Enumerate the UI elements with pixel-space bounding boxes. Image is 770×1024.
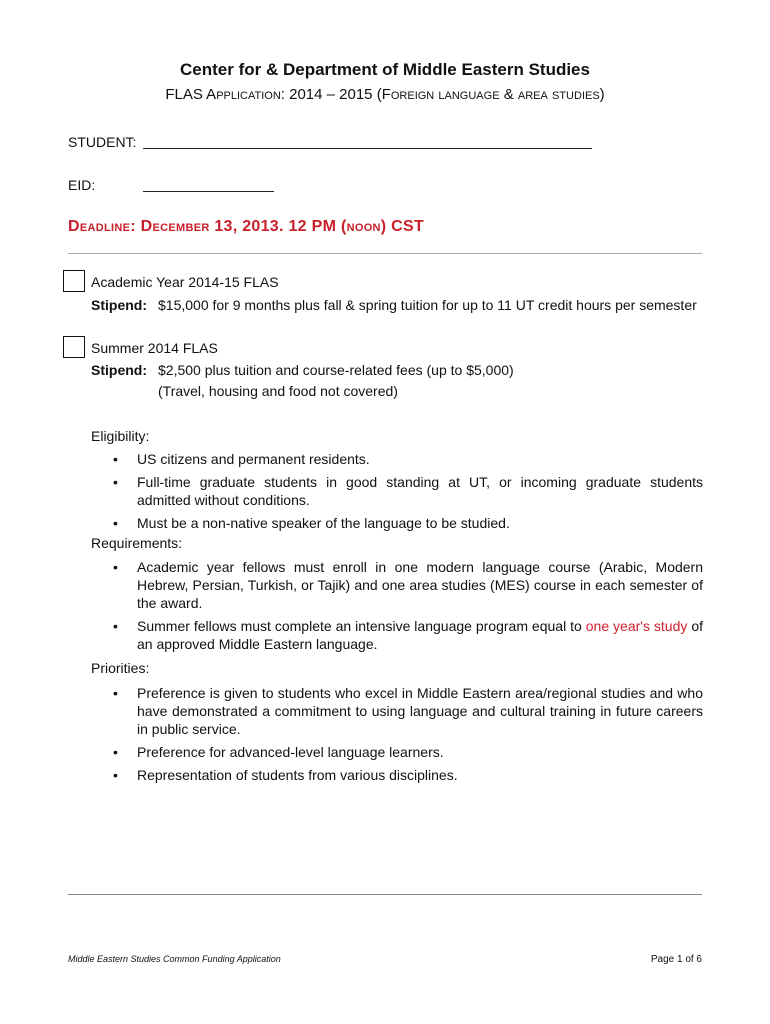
list-item: • Representation of students from various disciplines.: [91, 766, 703, 784]
student-name-field[interactable]: [143, 148, 592, 149]
requirement-text: of an approved Middle Eastern language.: [137, 618, 703, 652]
eid-field[interactable]: [143, 191, 274, 192]
list-item: • Preference for advanced-level language learners.: [91, 743, 703, 761]
footer-document-name: Middle Eastern Studies Common Funding Application: [68, 954, 281, 964]
eligibility-heading: Eligibility:: [91, 428, 150, 444]
list-item: • Preference is given to students who excel in Middle Eastern area/regional studies and who have demonstrated a commitment to using language and cultural training in future careers in public service.: [91, 684, 703, 738]
priorities-heading: Priorities:: [91, 660, 150, 676]
summer-checkbox[interactable]: [63, 336, 85, 358]
one-years-study-highlight: one year's study: [585, 618, 688, 634]
list-item: [91, 617, 703, 653]
deadline-text: Deadline: December 13, 2013. 12 PM (noon) CST: [68, 218, 425, 235]
page-number: Page 1 of 6: [650, 954, 702, 965]
summer-stipend-note: (Travel, housing and food not covered): [158, 383, 398, 399]
academic-year-stipend-label: Stipend:: [91, 297, 147, 313]
list-item: • Academic year fellows must enroll in one modern language course (Arabic, Modern Hebrew, Persian, Turkish, or Tajik) and one area studies (MES) course in each semester of the award.: [91, 558, 703, 612]
requirements-heading: Requirements:: [91, 535, 183, 551]
student-label: STUDENT:: [68, 134, 137, 150]
academic-year-stipend-text: $15,000 for 9 months plus fall & spring tuition for up to 11 UT credit hours per semester: [158, 297, 697, 313]
academic-year-option-title: Academic Year 2014-15 FLAS: [91, 274, 279, 290]
priorities-list: [91, 684, 703, 789]
footer-divider: [68, 894, 702, 895]
summer-stipend-label: Stipend:: [91, 362, 147, 378]
summer-stipend-text: $2,500 plus tuition and course-related fees (up to $5,000): [158, 362, 514, 378]
summer-option-title: Summer 2014 FLAS: [91, 340, 218, 356]
document-title: Center for & Department of Middle Eastern Studies: [180, 60, 590, 79]
eid-label: EID:: [68, 177, 96, 193]
list-item: • US citizens and permanent residents.: [91, 450, 703, 468]
document-subtitle: FLAS Application: 2014 – 2015 (Foreign language & area studies): [165, 86, 605, 103]
requirement-text: Summer fellows must complete an intensive language program equal to: [137, 618, 586, 634]
requirements-list: [91, 558, 703, 658]
list-item: • Must be a non-native speaker of the language to be studied.: [91, 514, 703, 532]
list-item: • Full-time graduate students in good standing at UT, or incoming graduate students admitted without conditions.: [91, 473, 703, 509]
academic-year-checkbox[interactable]: [63, 270, 85, 292]
eligibility-list: [91, 450, 703, 537]
divider: [68, 253, 702, 254]
